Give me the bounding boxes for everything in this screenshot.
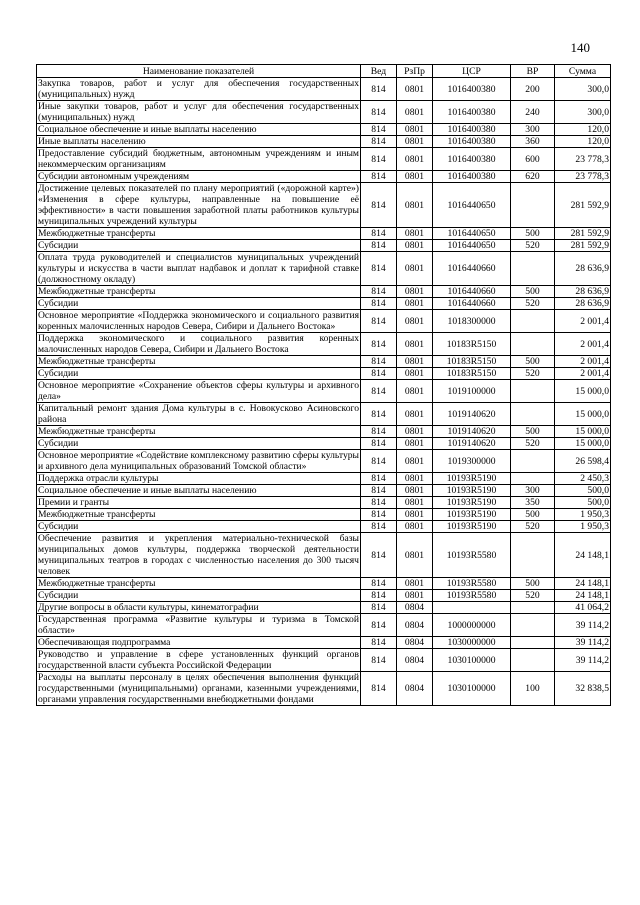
cell-rzpr: 0801 [397, 438, 433, 450]
cell-rzpr: 0801 [397, 578, 433, 590]
table-row [37, 136, 611, 148]
cell-ved: 814 [361, 240, 397, 252]
cell-csr: 1016440650 [433, 228, 511, 240]
table-row [37, 124, 611, 136]
cell-ved: 814 [361, 521, 397, 533]
cell-csr: 1016400380 [433, 148, 511, 171]
cell-rzpr: 0801 [397, 298, 433, 310]
cell-vr [511, 403, 555, 426]
cell-csr: 1030000000 [433, 637, 511, 649]
table-row [37, 672, 611, 706]
page-number: 140 [570, 40, 590, 55]
cell-ved: 814 [361, 252, 397, 286]
cell-ved: 814 [361, 228, 397, 240]
header-vr: ВР [511, 65, 555, 78]
cell-vr [511, 602, 555, 614]
cell-name: Премии и гранты [37, 497, 361, 509]
cell-vr: 500 [511, 356, 555, 368]
cell-name: Иные выплаты населению [37, 136, 361, 148]
cell-csr: 10193R5580 [433, 578, 511, 590]
cell-vr: 520 [511, 298, 555, 310]
cell-ved: 814 [361, 333, 397, 356]
cell-name: Субсидии [37, 240, 361, 252]
cell-csr: 1019140620 [433, 403, 511, 426]
cell-sum: 24 148,1 [555, 533, 611, 578]
table-row [37, 533, 611, 578]
cell-name: Основное мероприятие «Поддержка экономического и социального развития коренных малочисленных народов Севера, Сибири и Дальнего Востока» [38, 310, 359, 332]
cell-name: Закупка товаров, работ и услуг для обеспечения государственных (муниципальных) нужд [38, 78, 359, 100]
cell-csr: 1030100000 [433, 649, 511, 672]
cell-vr [511, 450, 555, 473]
cell-vr [511, 380, 555, 403]
cell-vr [511, 252, 555, 286]
cell-rzpr: 0801 [397, 380, 433, 403]
cell-name: Обеспечивающая подпрограмма [37, 637, 361, 649]
cell-csr: 1019140620 [433, 426, 511, 438]
cell-sum: 26 598,4 [555, 450, 611, 473]
cell-csr: 10193R5190 [433, 485, 511, 497]
cell-name: Обеспечение развития и укрепления материально-технической базы муниципальных домов культуры, поддержка творческой деятельности муниципальных театров в городах с численностью населения до 300 тысяч человек [38, 533, 359, 577]
cell-name: Достижение целевых показателей по плану мероприятий («дорожной карте») «Изменения в сфере культуры, направленные на повышение её эффективности» в части повышения заработной платы работников культуры муниципальных учреждений культуры [38, 183, 359, 227]
cell-rzpr: 0801 [397, 171, 433, 183]
cell-rzpr: 0801 [397, 333, 433, 356]
cell-name: Субсидии [37, 368, 361, 380]
cell-ved: 814 [361, 485, 397, 497]
cell-name: Социальное обеспечение и иные выплаты населению [37, 124, 361, 136]
cell-ved: 814 [361, 148, 397, 171]
table-row [37, 183, 611, 228]
cell-csr: 1016440660 [433, 252, 511, 286]
cell-name: Социальное обеспечение и иные выплаты населению [37, 485, 361, 497]
cell-ved: 814 [361, 578, 397, 590]
cell-ved: 814 [361, 298, 397, 310]
table-row [37, 368, 611, 380]
cell-sum: 2 001,4 [555, 368, 611, 380]
cell-sum: 24 148,1 [555, 578, 611, 590]
cell-sum: 15 000,0 [555, 426, 611, 438]
cell-sum: 39 114,2 [555, 637, 611, 649]
cell-name: Субсидии [37, 438, 361, 450]
cell-sum: 23 778,3 [555, 171, 611, 183]
cell-csr: 1016400380 [433, 78, 511, 101]
cell-sum: 2 001,4 [555, 333, 611, 356]
cell-rzpr: 0801 [397, 533, 433, 578]
cell-ved: 814 [361, 310, 397, 333]
table-row [37, 578, 611, 590]
table-row [37, 78, 611, 101]
cell-name: Межбюджетные трансферты [37, 426, 361, 438]
cell-vr [511, 649, 555, 672]
cell-ved: 814 [361, 403, 397, 426]
header-sum: Сумма [555, 65, 611, 78]
cell-vr: 100 [511, 672, 555, 706]
cell-sum: 281 592,9 [555, 183, 611, 228]
cell-rzpr: 0801 [397, 485, 433, 497]
cell-csr: 10193R5190 [433, 509, 511, 521]
cell-rzpr: 0801 [397, 240, 433, 252]
cell-csr: 10183R5150 [433, 356, 511, 368]
cell-sum: 28 636,9 [555, 286, 611, 298]
table-row [37, 497, 611, 509]
cell-vr: 200 [511, 78, 555, 101]
cell-ved: 814 [361, 380, 397, 403]
cell-sum: 500,0 [555, 497, 611, 509]
cell-csr: 10193R5190 [433, 521, 511, 533]
cell-name: Оплата труда руководителей и специалистов муниципальных учреждений культуры и искусства в части выплат надбавок и доплат к тарифной ставке (должностному окладу) [38, 252, 359, 285]
cell-vr: 300 [511, 485, 555, 497]
cell-vr [511, 533, 555, 578]
cell-sum: 300,0 [555, 101, 611, 124]
budget-table [36, 64, 611, 706]
table-row [37, 602, 611, 614]
cell-rzpr: 0804 [397, 649, 433, 672]
cell-sum: 15 000,0 [555, 403, 611, 426]
cell-name: Основное мероприятие «Содействие комплексному развитию сферы культуры и архивного дела муниципальных образований Томской области» [38, 450, 359, 472]
cell-name: Поддержка экономического и социального развития коренных малочисленных народов Севера, Сибири и Дальнего Востока [38, 333, 359, 355]
cell-ved: 814 [361, 614, 397, 637]
cell-csr: 1016400380 [433, 124, 511, 136]
table-row [37, 637, 611, 649]
cell-sum: 32 838,5 [555, 672, 611, 706]
cell-csr: 10193R5580 [433, 590, 511, 602]
cell-csr: 1016440650 [433, 183, 511, 228]
cell-sum: 500,0 [555, 485, 611, 497]
cell-rzpr: 0801 [397, 183, 433, 228]
table-row [37, 438, 611, 450]
cell-ved: 814 [361, 101, 397, 124]
cell-vr [511, 637, 555, 649]
cell-ved: 814 [361, 78, 397, 101]
cell-ved: 814 [361, 590, 397, 602]
cell-vr: 520 [511, 368, 555, 380]
cell-sum: 2 450,3 [555, 473, 611, 485]
cell-name: Государственная программа «Развитие культуры и туризма в Томской области» [38, 614, 359, 636]
cell-rzpr: 0801 [397, 101, 433, 124]
header-ved: Вед [361, 65, 397, 78]
cell-ved: 814 [361, 473, 397, 485]
cell-name: Межбюджетные трансферты [37, 509, 361, 521]
table-row [37, 171, 611, 183]
cell-ved: 814 [361, 509, 397, 521]
cell-sum: 24 148,1 [555, 590, 611, 602]
cell-sum: 15 000,0 [555, 380, 611, 403]
cell-rzpr: 0801 [397, 310, 433, 333]
cell-ved: 814 [361, 497, 397, 509]
cell-name: Межбюджетные трансферты [37, 578, 361, 590]
cell-csr: 10183R5150 [433, 368, 511, 380]
cell-ved: 814 [361, 637, 397, 649]
cell-name: Предоставление субсидий бюджетным, автономным учреждениям и иным некоммерческим организациям [38, 148, 359, 170]
cell-csr: 1019300000 [433, 450, 511, 473]
cell-ved: 814 [361, 602, 397, 614]
cell-sum: 28 636,9 [555, 298, 611, 310]
cell-rzpr: 0804 [397, 602, 433, 614]
cell-ved: 814 [361, 533, 397, 578]
cell-csr: 10193R5190 [433, 497, 511, 509]
cell-csr: 1016440660 [433, 298, 511, 310]
table-row [37, 356, 611, 368]
cell-vr: 500 [511, 426, 555, 438]
cell-sum: 15 000,0 [555, 438, 611, 450]
cell-vr [511, 183, 555, 228]
cell-ved: 814 [361, 183, 397, 228]
table-row [37, 485, 611, 497]
cell-rzpr: 0801 [397, 368, 433, 380]
cell-name: Межбюджетные трансферты [37, 228, 361, 240]
table-row [37, 380, 611, 403]
table-row [37, 649, 611, 672]
cell-vr: 500 [511, 509, 555, 521]
cell-sum: 39 114,2 [555, 614, 611, 637]
cell-csr: 1016400380 [433, 101, 511, 124]
cell-vr: 500 [511, 228, 555, 240]
cell-sum: 2 001,4 [555, 356, 611, 368]
cell-vr: 240 [511, 101, 555, 124]
table-row [37, 148, 611, 171]
cell-rzpr: 0801 [397, 136, 433, 148]
table-row [37, 298, 611, 310]
table-row [37, 286, 611, 298]
cell-vr [511, 473, 555, 485]
header-rzpr: РзПр [397, 65, 433, 78]
cell-rzpr: 0801 [397, 252, 433, 286]
cell-rzpr: 0801 [397, 509, 433, 521]
header-csr: ЦСР [433, 65, 511, 78]
cell-sum: 120,0 [555, 124, 611, 136]
cell-rzpr: 0801 [397, 286, 433, 298]
cell-csr: 10193R5190 [433, 473, 511, 485]
cell-csr: 1016400380 [433, 136, 511, 148]
cell-rzpr: 0801 [397, 228, 433, 240]
cell-ved: 814 [361, 438, 397, 450]
cell-csr: 1030100000 [433, 672, 511, 706]
cell-vr: 620 [511, 171, 555, 183]
table-row [37, 333, 611, 356]
cell-rzpr: 0801 [397, 426, 433, 438]
table-row [37, 310, 611, 333]
cell-name: Расходы на выплаты персоналу в целях обеспечения выполнения функций государственными (муниципальными) органами, казенными учреждениями, органами управления государственными внебюджетными фондами [38, 672, 359, 705]
cell-vr [511, 614, 555, 637]
cell-sum: 2 001,4 [555, 310, 611, 333]
cell-rzpr: 0801 [397, 356, 433, 368]
cell-rzpr: 0801 [397, 403, 433, 426]
table-row [37, 426, 611, 438]
cell-csr: 1016440650 [433, 240, 511, 252]
cell-ved: 814 [361, 356, 397, 368]
cell-ved: 814 [361, 368, 397, 380]
cell-ved: 814 [361, 672, 397, 706]
cell-sum: 41 064,2 [555, 602, 611, 614]
cell-csr: 1019140620 [433, 438, 511, 450]
cell-rzpr: 0801 [397, 148, 433, 171]
table-row [37, 614, 611, 637]
cell-name: Межбюджетные трансферты [37, 356, 361, 368]
cell-rzpr: 0801 [397, 497, 433, 509]
cell-name: Субсидии [37, 521, 361, 533]
cell-name: Субсидии [37, 590, 361, 602]
cell-name: Другие вопросы в области культуры, кинематографии [37, 602, 361, 614]
cell-vr: 520 [511, 521, 555, 533]
cell-ved: 814 [361, 450, 397, 473]
cell-rzpr: 0804 [397, 672, 433, 706]
cell-sum: 23 778,3 [555, 148, 611, 171]
table-row [37, 252, 611, 286]
cell-ved: 814 [361, 124, 397, 136]
cell-rzpr: 0801 [397, 521, 433, 533]
cell-sum: 300,0 [555, 78, 611, 101]
cell-name: Основное мероприятие «Сохранение объектов сферы культуры и архивного дела» [38, 380, 359, 402]
cell-ved: 814 [361, 286, 397, 298]
header-name: Наименование показателей [37, 65, 361, 78]
cell-name: Субсидии автономным учреждениям [37, 171, 361, 183]
cell-name: Межбюджетные трансферты [37, 286, 361, 298]
table-row [37, 240, 611, 252]
table-row [37, 403, 611, 426]
cell-vr: 600 [511, 148, 555, 171]
cell-ved: 814 [361, 171, 397, 183]
cell-vr [511, 333, 555, 356]
table-body [37, 78, 611, 706]
cell-csr: 1018300000 [433, 310, 511, 333]
cell-csr: 1000000000 [433, 614, 511, 637]
cell-vr [511, 310, 555, 333]
cell-sum: 120,0 [555, 136, 611, 148]
cell-vr: 360 [511, 136, 555, 148]
cell-rzpr: 0801 [397, 124, 433, 136]
table-row [37, 101, 611, 124]
cell-sum: 39 114,2 [555, 649, 611, 672]
table-row [37, 228, 611, 240]
cell-rzpr: 0804 [397, 614, 433, 637]
cell-csr: 1019100000 [433, 380, 511, 403]
cell-sum: 281 592,9 [555, 228, 611, 240]
cell-sum: 1 950,3 [555, 509, 611, 521]
cell-vr: 500 [511, 578, 555, 590]
table-header-row [37, 65, 611, 78]
cell-vr: 520 [511, 590, 555, 602]
cell-ved: 814 [361, 426, 397, 438]
cell-rzpr: 0801 [397, 590, 433, 602]
cell-name: Субсидии [37, 298, 361, 310]
cell-sum: 1 950,3 [555, 521, 611, 533]
table-row [37, 450, 611, 473]
cell-name: Иные закупки товаров, работ и услуг для обеспечения государственных (муниципальных) нужд [38, 101, 359, 123]
table-row [37, 473, 611, 485]
cell-ved: 814 [361, 649, 397, 672]
cell-csr [433, 602, 511, 614]
cell-rzpr: 0801 [397, 473, 433, 485]
cell-rzpr: 0801 [397, 78, 433, 101]
cell-rzpr: 0804 [397, 637, 433, 649]
cell-sum: 281 592,9 [555, 240, 611, 252]
cell-name: Руководство и управление в сфере установленных функций органов государственной власти субъекта Российской Федерации [38, 649, 359, 671]
cell-csr: 10193R5580 [433, 533, 511, 578]
cell-vr: 350 [511, 497, 555, 509]
table-row [37, 590, 611, 602]
cell-sum: 28 636,9 [555, 252, 611, 286]
cell-rzpr: 0801 [397, 450, 433, 473]
cell-vr: 500 [511, 286, 555, 298]
cell-vr: 300 [511, 124, 555, 136]
cell-csr: 1016440660 [433, 286, 511, 298]
cell-csr: 10183R5150 [433, 333, 511, 356]
cell-vr: 520 [511, 438, 555, 450]
cell-name: Поддержка отрасли культуры [37, 473, 361, 485]
table-row [37, 521, 611, 533]
cell-name: Капитальный ремонт здания Дома культуры в с. Новокусково Асиновского района [38, 403, 359, 425]
table-row [37, 509, 611, 521]
cell-csr: 1016400380 [433, 171, 511, 183]
cell-ved: 814 [361, 136, 397, 148]
cell-vr: 520 [511, 240, 555, 252]
